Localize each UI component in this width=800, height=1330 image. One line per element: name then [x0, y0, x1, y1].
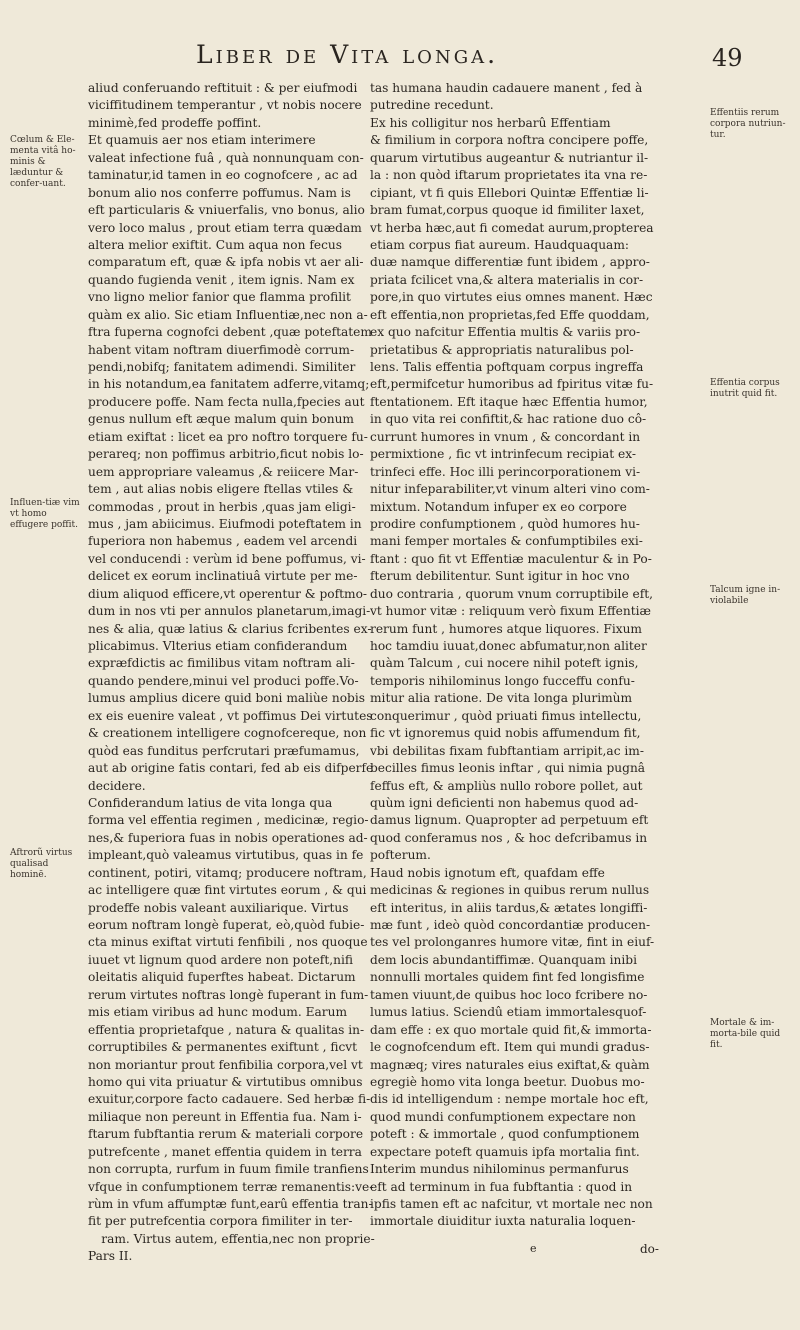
text-line: mæ funt , ideò quòd concordantiæ producen-	[370, 918, 651, 932]
text-line: vel conducendi : verùm id bene poffumus, vi-	[88, 551, 366, 566]
text-line: in quo vita rei confiftit,& hac ratione duo cô-	[370, 412, 647, 427]
text-line: & fimilium in corpora noftra concipere poffe,	[370, 133, 649, 148]
text-line: quod mundi confumptionem expectare non	[370, 1109, 636, 1124]
text-line: quàm ex alio. Sic etiam Influentiæ,nec non a-	[88, 307, 368, 322]
text-line: mixtum. Notandum infuper ex eo corpore	[370, 499, 627, 514]
text-line: tem , aut alias nobis eligere ftellas vtiles &	[88, 482, 354, 497]
text-line: continent, potiri, vitamq; producere noftram,	[88, 865, 367, 880]
text-line: fuperiora non habemus , eadem vel arcendi	[88, 534, 358, 549]
right-text-column	[370, 80, 655, 1231]
text-line: quùm igni deficienti non habemus quod ad-	[370, 795, 639, 810]
text-line: altera melior exiftit. Cum aqua non fecus	[88, 237, 343, 252]
text-line: mani femper mortales & confumptibiles exi-	[370, 534, 643, 549]
text-line: effentia proprietafque , natura & qualitas in-	[88, 1022, 365, 1037]
text-line: quarum virtutibus augeantur & nutriantur il-	[370, 150, 649, 165]
text-line: prietatibus & appropriatis naturalibus pol-	[370, 342, 634, 357]
text-line: la : non quòd iftarum proprietates ita vna re-	[370, 168, 648, 183]
text-line: le cognofcendum eft. Item qui mundi gradus-	[370, 1040, 650, 1055]
text-line: Haud nobis ignotum eft, quafdam effe	[370, 865, 605, 880]
text-line: duo contraria , quorum vnum corruptibile eft,	[370, 586, 654, 601]
margin-note-right: Talcum igne in-violabile	[710, 585, 781, 606]
text-line: etiam corpus fiat aureum. Haudquaquam:	[370, 237, 629, 252]
text-line: conquerimur , quòd priuati fimus intellectu,	[370, 708, 642, 723]
text-line: tamen viuunt,de quibus hoc loco fcribere no-	[370, 987, 648, 1002]
text-line: Confiderandum latius de vita longa qua	[88, 795, 333, 810]
text-line: comparatum eft, quæ & ipfa nobis vt aer ali-	[88, 255, 364, 270]
text-line: commodas , prout in herbis ,quas jam eligi-	[88, 499, 356, 514]
text-line: nes & alia, quæ latius & clarius fcribentes ex-	[88, 621, 372, 636]
text-line: ftentationem. Eft itaque hæc Effentia humor,	[370, 394, 648, 409]
text-line: nes,& fuperiora fuas in nobis operationes ad-	[88, 830, 368, 845]
text-line: quàm Talcum , cui nocere nihil poteft ignis,	[370, 656, 639, 671]
text-line: vt humor vitæ : reliquum verò fixum Effentiæ	[370, 604, 651, 619]
text-line: dam effe : ex quo mortale quid fit,& immorta-	[370, 1022, 652, 1037]
text-line: rerum funt , humores atque liquores. Fixum	[370, 621, 642, 636]
text-line: pofterum.	[370, 848, 431, 863]
text-line: eft effentia,non proprietas,fed Effe quoddam,	[370, 307, 650, 322]
text-line: uem appropriare valeamus ,& reiicere Mar-	[88, 464, 359, 479]
text-line: prodire confumptionem , quòd humores hu-	[370, 516, 640, 531]
text-line: ac intelligere quæ fint virtutes eorum , & qui	[88, 883, 367, 898]
text-line: egregiè homo vita longa beetur. Duobus mo-	[370, 1074, 645, 1089]
text-line: aliud conferuando reftituit : & per eiufmodi	[88, 81, 358, 95]
text-line: perareq; non poffimus arbitrio,ficut nobis lo-	[88, 447, 364, 462]
text-line: Ex his colligitur nos herbarû Effentiam	[370, 115, 611, 130]
text-line: fit per putrefcentia corpora fimiliter in ter-	[88, 1214, 353, 1229]
text-line: magnæq; vires naturales eius exiftat,& quàm	[370, 1057, 650, 1072]
text-line: rùm in vfum affumptæ funt,earû effentia tran-	[88, 1197, 373, 1211]
text-line: tas humana haudin cadauere manent , fed à	[370, 81, 643, 95]
catchword: do-	[640, 1242, 659, 1256]
text-line: viciffitudinem temperantur , vt nobis nocere	[88, 98, 362, 113]
text-line: genus nullum eft æque malum quin bonum	[88, 412, 354, 427]
text-line: valeat infectione fuâ , quà nonnunquam con-	[88, 150, 364, 165]
text-line: bram fumat,corpus quoque id fimiliter laxet,	[370, 203, 645, 218]
text-line: ftra fuperna cognofci debent ,quæ poteftatem	[88, 325, 372, 340]
text-line: vt herba hæc,aut fi comedat aurum,propterea	[370, 220, 654, 235]
text-line: becilles fimus leonis inftar , qui nimia pugnâ	[370, 761, 646, 776]
text-line: ftarum fubftantia rerum & materiali corpore	[88, 1127, 364, 1142]
text-line: lumus latius. Sciendû etiam immortalesquof-	[370, 1005, 647, 1020]
text-line: quod conferamus nos , & hoc defcribamus in	[370, 830, 648, 845]
text-line: non moriantur prout fenfibilia corpora,vel vt	[88, 1057, 363, 1072]
margin-note-left: Cœlum & Ele-menta vitâ ho-minis & læduntur & confer-uant.	[10, 135, 76, 189]
text-line: ftant : quo fit vt Effentiæ maculentur & in Po-	[370, 551, 652, 566]
text-line: Pars II.	[88, 1249, 133, 1264]
text-line: nonnulli mortales quidem fint fed longisfime	[370, 970, 645, 985]
text-line: feffus eft, & ampliùs nullo robore pollet, aut	[370, 778, 643, 793]
left-text-column	[88, 80, 388, 1266]
text-line: eft interitus, in aliis tardus,& ætates longiffi-	[370, 900, 648, 915]
text-line: habent vitam noftram diuerfimodè corrum-	[88, 342, 355, 357]
text-line: eft,permifcetur humoribus ad fpiritus vitæ fu-	[370, 377, 654, 392]
text-line: iuuet vt lignum quod ardere non poteft,nifi	[88, 952, 353, 967]
text-line: vero loco malus , prout etiam terra quædam	[88, 220, 362, 235]
margin-note-left: Influen-tiæ vim vt homo effugere poffit.	[10, 498, 80, 530]
text-line: delicet ex eorum inclinatiuâ virtute per me-	[88, 569, 358, 584]
text-line: minimè,fed prodeffe poffint.	[88, 115, 262, 130]
text-line: putredine recedunt.	[370, 98, 494, 113]
signature-mark: e	[530, 1242, 537, 1255]
text-line: fterum debilitentur. Sunt igitur in hoc vno	[370, 569, 630, 584]
text-line: corruptibiles & permanentes exiftunt , ficvt	[88, 1040, 358, 1055]
text-line: producere poffe. Nam fecta nulla,fpecies aut	[88, 394, 365, 409]
text-line: poteft : & immortale , quod confumptionem	[370, 1127, 640, 1142]
text-line: forma vel effentia regimen , medicinæ, regio-	[88, 813, 369, 828]
text-line: impleant,quò valeamus virtutibus, quas in fe	[88, 848, 364, 863]
margin-note-right: Effentia corpus inutrit quid fit.	[710, 378, 780, 399]
text-line: pendi,nobifq; fanitatem adimendi. Similiter	[88, 360, 356, 374]
text-line: homo qui vita priuatur & virtutibus omnibus	[88, 1074, 363, 1089]
margin-note-right: Mortale & im-morta-bile quid fit.	[710, 1018, 781, 1050]
text-line: vbi debilitas fixam fubftantiam arripit,ac im-	[370, 743, 644, 758]
text-line: dis id intelligendum : nempe mortale hoc eft,	[370, 1092, 649, 1107]
text-line: ex eis euenire valeat , vt poffimus Dei virtutes	[88, 708, 373, 723]
text-line: Interim mundus nihilominus permanfurus	[370, 1162, 629, 1177]
text-line: lumus amplius dicere quid boni maliùe nobis	[88, 691, 366, 706]
text-line: prodeffe nobis valeant auxiliarique. Virtus	[88, 900, 349, 915]
text-line: taminatur,id tamen in eo cognofcere , ac ad	[88, 168, 358, 183]
text-line: medicinas & regiones in quibus rerum nullus	[370, 883, 650, 898]
text-line: hoc tamdiu iuuat,donec abfumatur,non aliter	[370, 639, 647, 653]
text-line: temporis nihilominus longo fucceffu confu-	[370, 673, 635, 688]
text-line: tes vel prolonganres humore vitæ, fint in eiuf-	[370, 935, 655, 950]
text-line: nitur infeparabiliter,vt vinum alteri vino com-	[370, 482, 650, 497]
text-line: mus , jam abiicimus. Eiufmodi poteftatem in	[88, 516, 362, 531]
text-line: mitur alia ratione. De vita longa plurimùm	[370, 691, 633, 706]
text-line: eft ad terminum in fua fubftantia : quod in	[370, 1179, 633, 1194]
text-line: vno ligno melior fanior que flamma profilit	[88, 290, 351, 305]
text-line: rerum virtutes noftras longè fuperant in fum-	[88, 987, 369, 1002]
text-line: permixtione , fic vt intrinfecum recipiat ex-	[370, 447, 637, 462]
text-line: oleitatis aliquid fuperftes habeat. Dictarum	[88, 970, 356, 985]
text-line: fic vt ignoremus quid nobis affumendum fit,	[370, 726, 641, 741]
margin-note-left: Aftrorũ virtus qualisad hominē.	[10, 848, 73, 880]
text-line: ram. Virtus autem, effentia,nec non proprie-	[101, 1231, 375, 1246]
text-line: ex quo nafcitur Effentia multis & variis pro-	[370, 325, 641, 340]
text-line: currunt humores in vnum , & concordant in	[370, 429, 641, 444]
text-line: priata fcilicet vna,& altera materialis in cor-	[370, 272, 644, 287]
text-line: immortale diuiditur iuxta naturalia loquen-	[370, 1214, 636, 1229]
text-line: etiam exiftat : licet ea pro noftro torquere fu-	[88, 429, 368, 444]
text-line: dem locis abundantiffimæ. Quanquam inibi	[370, 952, 637, 967]
text-line: vfque in confumptionem terræ remanentis:ve-	[88, 1179, 374, 1194]
text-line: cta minus exiftat virtuti fenfibili , nos quoque	[88, 935, 368, 950]
text-line: lens. Talis effentia poftquam corpus ingreffa	[370, 360, 644, 374]
text-line: duæ namque differentiæ funt ibidem , appro-	[370, 255, 650, 270]
text-line: cipiant, vt fi quis Ellebori Quintæ Effentiæ li-	[370, 185, 649, 200]
text-line: non corrupta, rurfum in fuum fimile tranfiens	[88, 1162, 369, 1177]
text-line: mis etiam viribus ad hunc modum. Earum	[88, 1005, 348, 1020]
text-line: exuitur,corpore facto cadauere. Sed herbæ fi-	[88, 1092, 371, 1107]
running-head: Liber de Vita longa.	[196, 40, 499, 69]
text-line: ipfis tamen eft ac nafcitur, vt mortale nec non	[370, 1197, 653, 1211]
margin-note-right: Effentiis rerum corpora nutriun-tur.	[710, 108, 786, 140]
text-line: & creationem intelligere cognofcereque, non	[88, 726, 367, 741]
text-line: in his notandum,ea fanitatem adferre,vitamq;	[88, 377, 370, 392]
text-line: quando pendere,minui vel produci poffe.Vo-	[88, 673, 359, 688]
text-line: miliaque non pereunt in Effentia fua. Nam i-	[88, 1109, 362, 1124]
text-line: decidere.	[88, 778, 146, 793]
text-line: plicabimus. Vlterius etiam confiderandum	[88, 639, 348, 653]
text-line: dum in nos vti per annulos planetarum,imagi-	[88, 604, 371, 619]
text-line: trinfeci effe. Hoc illi perincorporationem vi-	[370, 464, 641, 479]
text-line: expectare poteft quamuis ipfa mortalia fint.	[370, 1144, 640, 1159]
text-line: eorum noftram longè fuperat, eò,quòd fubie-	[88, 918, 365, 932]
text-line: bonum alio nos conferre poffumus. Nam is	[88, 185, 351, 200]
text-line: aut ab origine fatis contari, fed ab eis difperfe	[88, 761, 374, 776]
text-line: expræfdictis ac fimilibus vitam noftram ali-	[88, 656, 355, 671]
text-line: damus lignum. Quapropter ad perpetuum eft	[370, 813, 649, 828]
text-line: pore,in quo virtutes eius omnes manent. Hæc	[370, 290, 653, 305]
text-line: dium aliquod efficere,vt operentur & poftmo-	[88, 586, 368, 601]
text-line: putrefcente , manet effentia quidem in terra	[88, 1144, 362, 1159]
text-line: eft particularis & vniuerfalis, vno bonus, alio	[88, 203, 365, 218]
text-line: quòd eas funditus perfcrutari præfumamus,	[88, 743, 360, 758]
text-line: Et quamuis aer nos etiam interimere	[88, 133, 316, 148]
page-number: 49	[712, 44, 743, 72]
text-line: quando fugienda venit , item ignis. Nam ex	[88, 272, 355, 287]
